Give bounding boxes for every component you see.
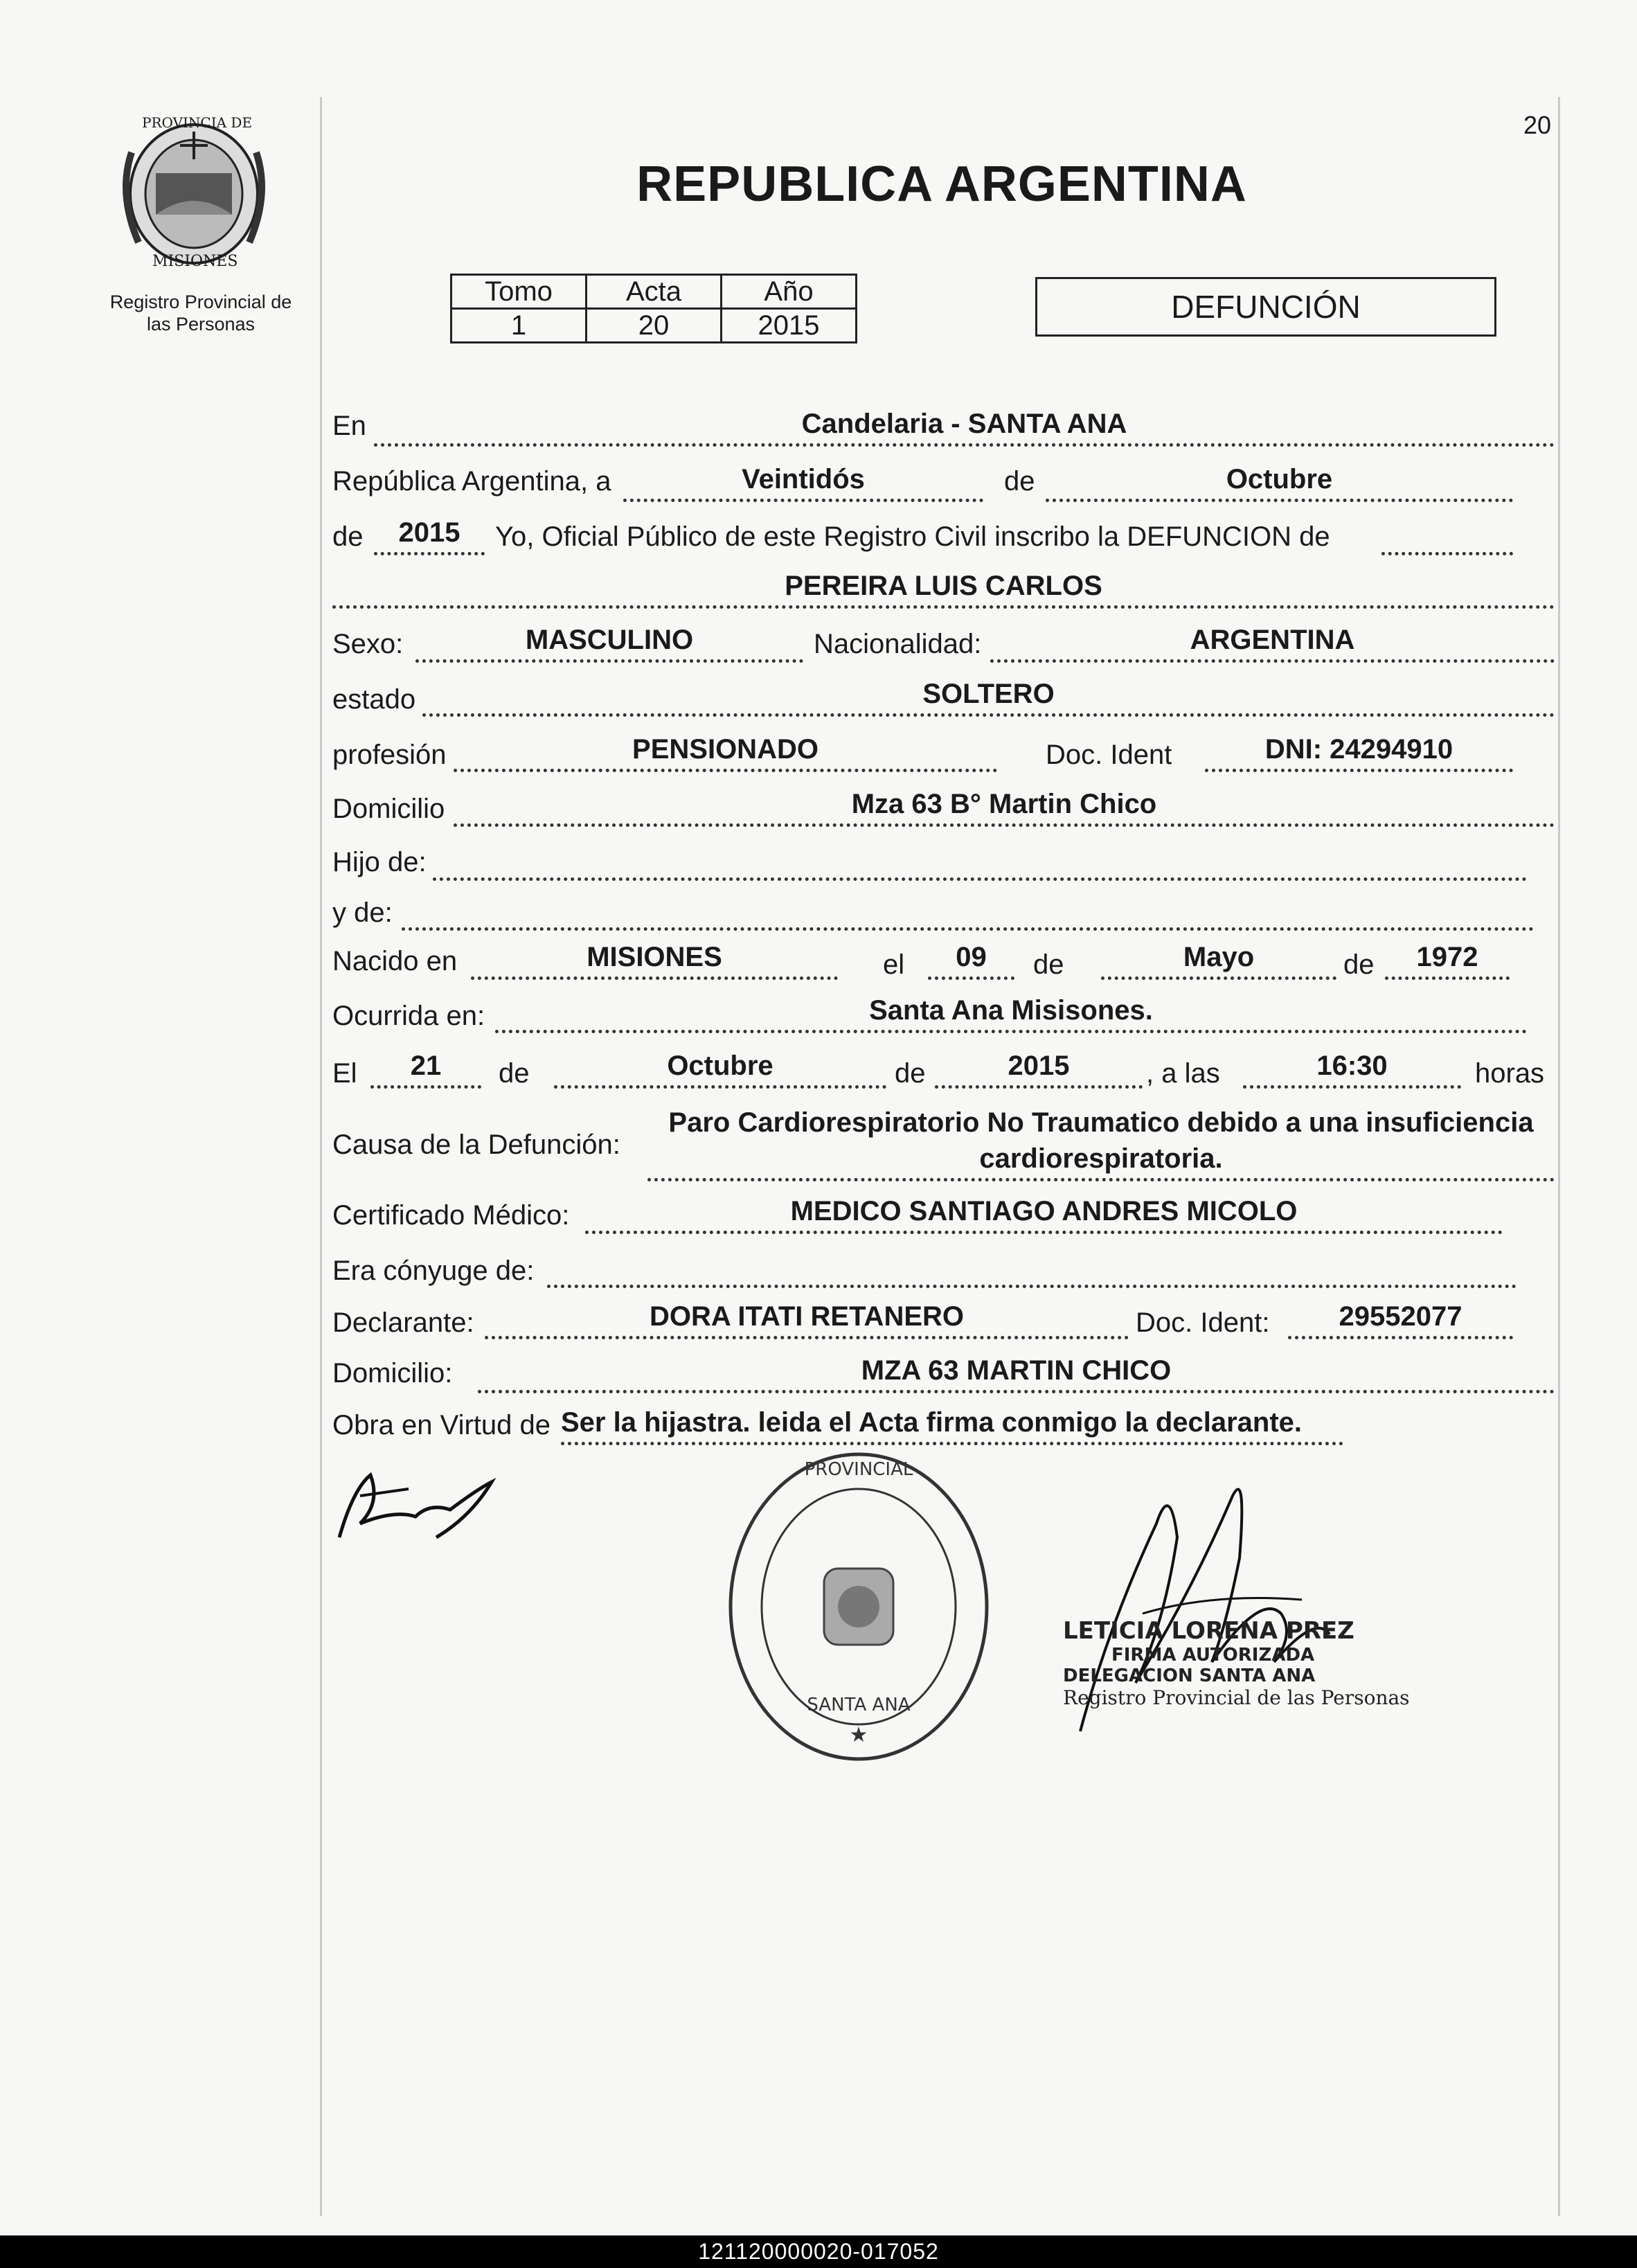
field-nacionalidad: ARGENTINA xyxy=(990,623,1555,663)
label-republica: República Argentina, a xyxy=(332,466,611,497)
value-anio: 2015 xyxy=(722,309,857,343)
label-certificado: Certificado Médico: xyxy=(332,1200,570,1231)
stamp-line1: LETICIA LORENA PREZ xyxy=(1063,1617,1354,1645)
label-ocurrida-en: Ocurrida en: xyxy=(332,1001,485,1031)
label-declarante: Declarante: xyxy=(332,1307,474,1338)
field-causa-line2: cardiorespiratoria. xyxy=(647,1142,1555,1181)
misiones-coat-of-arms-icon xyxy=(104,111,284,277)
label-domicilio: Domicilio xyxy=(332,794,445,824)
label-domicilio-2: Domicilio: xyxy=(332,1358,453,1389)
registry-caption-line1: Registro Provincial de xyxy=(109,292,292,312)
label-doc-ident: Doc. Ident xyxy=(1046,740,1172,770)
field-mes: Octubre xyxy=(1046,463,1513,502)
header-anio: Año xyxy=(722,275,857,309)
record-type-box: DEFUNCIÓN xyxy=(1035,277,1496,337)
field-nac-dia: 09 xyxy=(928,940,1014,980)
field-lugar: Candelaria - SANTA ANA xyxy=(374,407,1555,447)
page-title: REPUBLICA ARGENTINA xyxy=(636,157,1247,212)
label-obra: Obra en Virtud de xyxy=(332,1410,551,1440)
official-stamp xyxy=(1063,1617,1410,1709)
logo-text-bottom: MISIONES xyxy=(152,253,238,270)
label-nacido-en: Nacido en xyxy=(332,946,458,976)
field-dia-letras: Veintidós xyxy=(623,463,983,502)
label-sexo: Sexo: xyxy=(332,629,404,659)
label-yo: Yo, Oficial Público de este Registro Civil inscribo la DEFUNCION de xyxy=(495,521,1330,552)
label-de-5: de xyxy=(499,1058,530,1089)
label-hijo-de: Hijo de: xyxy=(332,847,427,877)
stamp-line3: DELEGACION SANTA ANA xyxy=(1063,1666,1316,1686)
fold-line-left xyxy=(320,97,322,2216)
field-sexo: MASCULINO xyxy=(415,623,803,663)
svg-text:PROVINCIAL: PROVINCIAL xyxy=(804,1459,913,1480)
field-profesion: PENSIONADO xyxy=(454,733,997,772)
field-declarante-domicilio: MZA 63 MARTIN CHICO xyxy=(478,1354,1555,1393)
field-hora: 16:30 xyxy=(1243,1049,1461,1089)
field-estado: SOLTERO xyxy=(422,677,1555,717)
header-tomo: Tomo xyxy=(451,275,587,309)
field-declarante-doc: 29552077 xyxy=(1288,1300,1513,1339)
label-profesion: profesión xyxy=(332,740,447,770)
field-certificado: MEDICO SANTIAGO ANDRES MICOLO xyxy=(585,1195,1503,1234)
label-de-3: de xyxy=(1033,949,1064,980)
label-de-6: de xyxy=(895,1058,926,1089)
label-el: el xyxy=(883,949,905,980)
label-de-1: de xyxy=(1004,466,1035,497)
svg-text:SANTA ANA: SANTA ANA xyxy=(807,1695,911,1715)
registry-seal-icon xyxy=(720,1447,997,1766)
header-acta: Acta xyxy=(587,275,722,309)
label-conyuge: Era cónyuge de: xyxy=(332,1256,535,1286)
field-obra: Ser la hijastra. leida el Acta firma conmigo la declarante. xyxy=(561,1406,1343,1445)
label-de-2: de xyxy=(332,521,364,552)
label-nacionalidad: Nacionalidad: xyxy=(814,629,982,659)
declarant-signature-icon xyxy=(332,1461,499,1551)
logo-text-top: PROVINCIA DE xyxy=(142,114,253,131)
registry-caption xyxy=(83,291,319,335)
field-declarante: DORA ITATI RETANERO xyxy=(485,1300,1129,1339)
field-doc: DNI: 24294910 xyxy=(1205,733,1513,772)
label-el-cap: El xyxy=(332,1058,357,1089)
field-nombre: PEREIRA LUIS CARLOS xyxy=(332,569,1555,609)
field-nacido-en: MISIONES xyxy=(471,940,838,980)
label-a-las: , a las xyxy=(1146,1058,1220,1089)
fold-line-right xyxy=(1558,97,1560,2216)
stamp-line4: Registro Provincial de las Personas xyxy=(1063,1686,1410,1709)
field-conyuge xyxy=(547,1249,1517,1288)
footer-code: 121120000020-017052 xyxy=(0,2235,1637,2268)
label-doc-ident-2: Doc. Ident: xyxy=(1136,1307,1270,1338)
field-nac-anio: 1972 xyxy=(1385,940,1510,980)
official-signature-icon xyxy=(1053,1454,1371,1766)
acta-table xyxy=(450,274,857,343)
field-hijo-de xyxy=(433,841,1527,881)
value-tomo: 1 xyxy=(451,309,587,343)
field-y-de xyxy=(402,891,1534,931)
label-causa: Causa de la Defunción: xyxy=(332,1129,620,1160)
svg-text:★: ★ xyxy=(849,1724,868,1747)
field-anio: 2015 xyxy=(374,516,485,555)
label-horas: horas xyxy=(1475,1058,1545,1089)
field-nac-mes: Mayo xyxy=(1101,940,1336,980)
field-def-mes: Octubre xyxy=(554,1049,886,1089)
field-domicilio: Mza 63 B° Martin Chico xyxy=(454,787,1555,827)
stamp-line2: FIRMA AUTORIZADA xyxy=(1111,1645,1315,1666)
label-estado: estado xyxy=(332,684,416,715)
label-en: En xyxy=(332,411,366,441)
field-causa-line1: Paro Cardiorespiratorio No Traumatico debido a una insuficiencia xyxy=(668,1107,1534,1138)
field-def-dia: 21 xyxy=(370,1049,481,1089)
field-ocurrida-en: Santa Ana Misisones. xyxy=(495,994,1527,1033)
page-number: 20 xyxy=(1523,111,1551,139)
label-de-4: de xyxy=(1343,949,1375,980)
value-acta: 20 xyxy=(587,309,722,343)
label-y-de: y de: xyxy=(332,898,393,928)
field-def-anio: 2015 xyxy=(935,1049,1143,1089)
registry-caption-line2: las Personas xyxy=(146,314,256,334)
field-blank-yo xyxy=(1381,516,1513,555)
